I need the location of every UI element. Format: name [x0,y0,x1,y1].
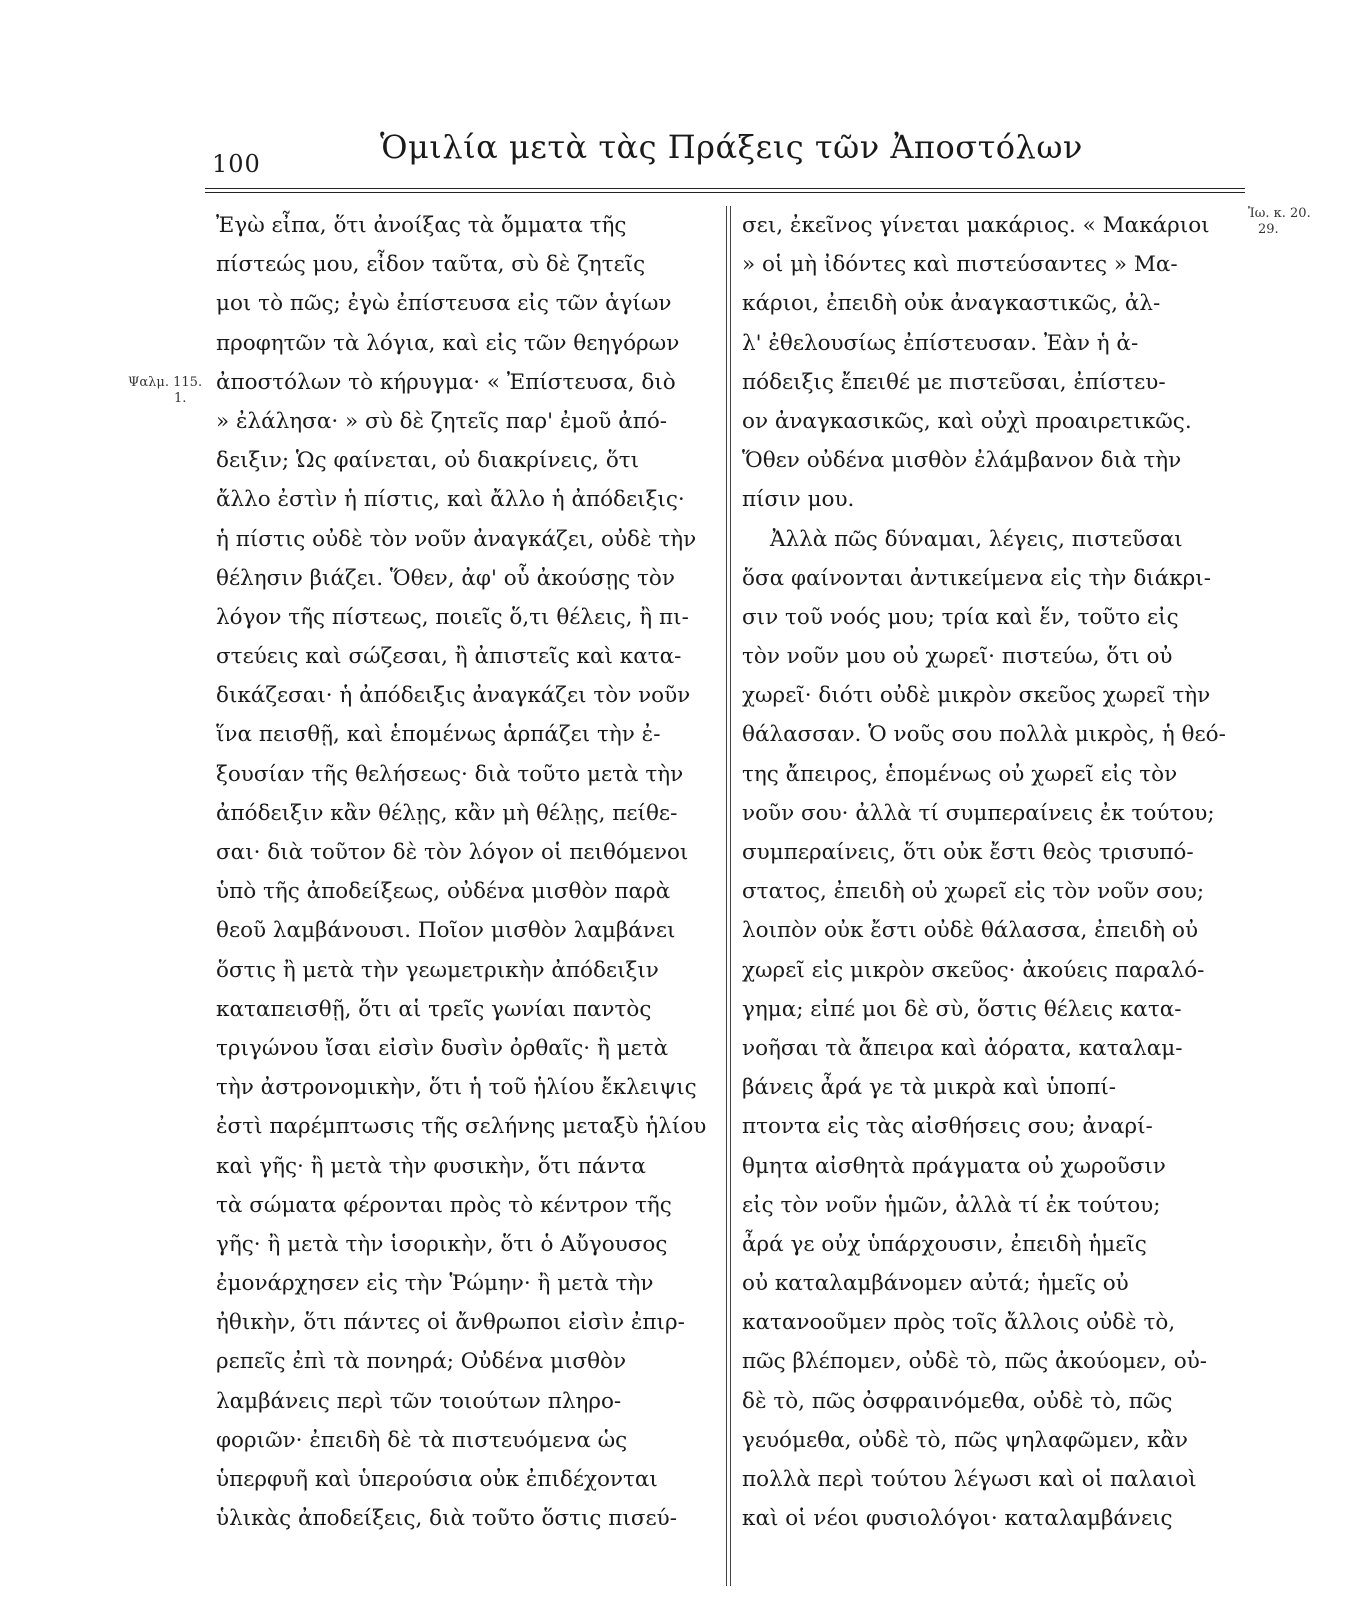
text-line: ἆρά γε οὐχ ὑπάρχουσιν, ἐπειδὴ ἡμεῖς [742,1231,1147,1257]
column-divider [730,206,731,1586]
text-line: τὰ σώματα φέρονται πρὸς τὸ κέντρον τῆς [216,1192,672,1218]
text-line: σει, ἐκεῖνος γίνεται μακάριος. « Μακάριοι [742,213,1210,238]
page-number: 100 [212,150,261,178]
text-line: καταπεισθῇ, ὅτι αἱ τρεῖς γωνίαι παντὸς [216,996,652,1022]
column-divider [726,206,727,1586]
text-line: πίσιν μου. [742,487,855,513]
running-head-title: Ὁμιλία μετὰ τὰς Πράξεις τῶν Ἀποστόλων [380,128,1083,166]
text-line: συμπεραίνεις, ὅτι οὐκ ἔστι θεὸς τρισυπό- [742,840,1194,865]
text-line: ἀπόδειξιν κἂν θέλῃς, κἂν μὴ θέλῃς, πείθε- [216,800,678,826]
text-line: νοῆσαι τὰ ἄπειρα καὶ ἀόρατα, καταλαμ- [742,1035,1183,1061]
text-line: καὶ οἱ νέοι φυσιολόγοι· καταλαμβάνεις [742,1506,1173,1532]
text-line: » ἐλάλησα· » σὺ δὲ ζητεῖς παρ' ἐμοῦ ἀπό- [216,408,668,434]
text-line: τριγώνου ἴσαι εἰσὶν δυσὶν ὀρθαῖς· ἢ μετὰ [216,1035,669,1061]
text-line: Ἐγὼ εἶπα, ὅτι ἀνοίξας τὰ ὄμματα τῆς [216,213,627,238]
text-line: » οἱ μὴ ἰδόντες καὶ πιστεύσαντες » Μα- [742,252,1178,278]
text-line: γημα; εἰπέ μοι δὲ σὺ, ὅστις θέλεις κατα- [742,996,1182,1022]
text-line: στεύεις καὶ σώζεσαι, ἢ ἀπιστεῖς καὶ κατα- [216,644,682,670]
text-line: καὶ γῆς· ἢ μετὰ τὴν φυσικὴν, ὅτι πάντα [216,1153,646,1179]
text-line: οὐ καταλαμβάνομεν αὐτά; ἡμεῖς οὐ [742,1271,1129,1297]
text-line: πῶς βλέπομεν, οὐδὲ τὸ, πῶς ἀκούομεν, οὐ- [742,1349,1208,1375]
text-line: δειξιν; Ὡς φαίνεται, οὐ διακρίνεις, ὅτι [216,448,640,474]
right-text-column [742,206,1242,1538]
text-line: ἄλλο ἐστὶν ἡ πίστις, καὶ ἄλλο ἡ ἀπόδειξις· [216,487,685,513]
text-line: φοριῶν· ἐπειδὴ δὲ τὰ πιστευόμενα ὡς [216,1427,628,1453]
text-line: σαι· διὰ τοῦτον δὲ τὸν λόγον οἱ πειθόμενοι [216,840,689,865]
header-rule [205,192,1245,193]
text-line: κατανοοῦμεν πρὸς τοῖς ἄλλοις οὐδὲ τὸ, [742,1310,1176,1336]
header-rule [205,188,1245,189]
text-line: ον ἀναγκασικῶς, καὶ οὐχὶ προαιρετικῶς. [742,408,1192,434]
text-line: ὅσα φαίνονται ἀντικείμενα εἰς τὴν διάκρι- [742,565,1211,591]
text-line: λοιπὸν οὐκ ἔστι οὐδὲ θάλασσα, ἐπειδὴ οὐ [742,918,1199,944]
text-line: πόδειξις ἔπειθέ με πιστεῦσαι, ἐπίστευ- [742,369,1166,395]
text-line: ἠθικὴν, ὅτι πάντες οἱ ἄνθρωποι εἰσὶν ἐπιρ- [216,1310,685,1336]
text-line: ξουσίαν τῆς θελήσεως· διὰ τοῦτο μετὰ τὴν [216,761,684,787]
text-line: ἐστὶ παρέμπτωσις τῆς σελήνης μεταξὺ ἡλίου [216,1114,707,1140]
text-line: Ἀλλὰ πῶς δύναμαι, λέγεις, πιστεῦσαι [770,526,1183,552]
text-line: Ὅθεν οὐδένα μισθὸν ἐλάμβανον διὰ τὴν [742,448,1182,474]
text-line: ἐμονάρχησεν εἰς τὴν Ῥώμην· ἢ μετὰ τὴν [216,1271,654,1297]
text-line: προφητῶν τὰ λόγια, καὶ εἰς τῶν θεηγόρων [216,330,680,356]
left-text-column [216,206,716,1538]
text-line: γῆς· ἢ μετὰ τὴν ἱσορικὴν, ὅτι ὁ Αὔγουσος [216,1231,668,1257]
text-line: πολλὰ περὶ τούτου λέγωσι καὶ οἱ παλαιοὶ [742,1467,1197,1492]
text-line: ἡ πίστις οὐδὲ τὸν νοῦν ἀναγκάζει, οὐδὲ τὴν [216,526,697,552]
margin-note-psalm [128,375,202,407]
margin-note-line: 1. [174,391,187,406]
text-line: μοι τὸ πῶς; ἐγὼ ἐπίστευσα εἰς τῶν ἁγίων [216,291,672,317]
text-line: χωρεῖ· διότι οὐδὲ μικρὸν σκεῦος χωρεῖ τὴν [742,683,1211,709]
text-line: ὑπὸ τῆς ἀποδείξεως, οὐδένα μισθὸν παρὰ [216,879,671,905]
margin-note-line: Ἰω. κ. 20. [1248,206,1311,221]
margin-note-line: Ψαλμ. 115. [128,375,203,390]
text-line: ρεπεῖς ἐπὶ τὰ πονηρά; Οὐδένα μισθὸν [216,1349,627,1375]
text-line: χωρεῖ εἰς μικρὸν σκεῦος· ἀκούεις παραλό- [742,957,1205,983]
text-line: πτοντα εἰς τὰς αἰσθήσεις σου; ἀναρί- [742,1114,1153,1140]
text-line: εἰς τὸν νοῦν ἡμῶν, ἀλλὰ τί ἐκ τούτου; [742,1192,1161,1218]
text-line: δικάζεσαι· ἡ ἀπόδειξις ἀναγκάζει τὸν νοῦν [216,683,691,709]
margin-note-john [1248,206,1311,238]
text-line: στατος, ἐπειδὴ οὐ χωρεῖ εἰς τὸν νοῦν σου; [742,879,1205,905]
text-line: ὅστις ἢ μετὰ τὴν γεωμετρικὴν ἀπόδειξιν [216,957,659,983]
margin-note-line: 29. [1258,222,1279,237]
text-line: λόγον τῆς πίστεως, ποιεῖς ὅ,τι θέλεις, ἢ πι- [216,604,689,630]
text-line: θέλησιν βιάζει. Ὅθεν, ἀφ' οὗ ἀκούσῃς τὸν [216,565,675,591]
text-line: ἵνα πεισθῇ, καὶ ἑπομένως ἁρπάζει τὴν ἐ- [216,722,661,748]
text-line: θμητα αἰσθητὰ πράγματα οὐ χωροῦσιν [742,1153,1166,1179]
text-line: τὸν νοῦν μου οὐ χωρεῖ· πιστεύω, ὅτι οὐ [742,644,1173,670]
text-line: θάλασσαν. Ὁ νοῦς σου πολλὰ μικρὸς, ἡ θεό- [742,722,1226,748]
text-line: σιν τοῦ νοός μου; τρία καὶ ἕν, τοῦτο εἰς [742,604,1179,630]
text-line: γευόμεθα, οὐδὲ τὸ, πῶς ψηλαφῶμεν, κἂν [742,1427,1188,1453]
text-line: θεοῦ λαμβάνουσι. Ποῖον μισθὸν λαμβάνει [216,918,676,944]
text-line: κάριοι, ἐπειδὴ οὐκ ἀναγκαστικῶς, ἀλ- [742,291,1161,317]
text-line: ὑλικὰς ἀποδείξεις, διὰ τοῦτο ὅστις πισεύ- [216,1506,678,1532]
text-line: λαμβάνεις περὶ τῶν τοιούτων πληρο- [216,1388,622,1414]
text-line: της ἄπειρος, ἑπομένως οὐ χωρεῖ εἰς τὸν [742,761,1178,787]
text-line: πίστεώς μου, εἶδον ταῦτα, σὺ δὲ ζητεῖς [216,252,646,278]
text-line: λ' ἐθελουσίως ἐπίστευσαν. Ἐὰν ἡ ἀ- [742,330,1139,356]
text-line: δὲ τὸ, πῶς ὀσφραινόμεθα, οὐδὲ τὸ, πῶς [742,1388,1173,1414]
text-line: τὴν ἀστρονομικὴν, ὅτι ἡ τοῦ ἡλίου ἔκλειψις [216,1075,697,1101]
text-line: ὑπερφυῆ καὶ ὑπερούσια οὐκ ἐπιδέχονται [216,1467,658,1492]
text-line: ἀποστόλων τὸ κήρυγμα· « Ἐπίστευσα, διὸ [216,369,676,395]
text-line: βάνεις ἆρά γε τὰ μικρὰ καὶ ὑποπί- [742,1075,1117,1101]
text-line: νοῦν σου· ἀλλὰ τί συμπεραίνεις ἐκ τούτου; [742,800,1215,826]
